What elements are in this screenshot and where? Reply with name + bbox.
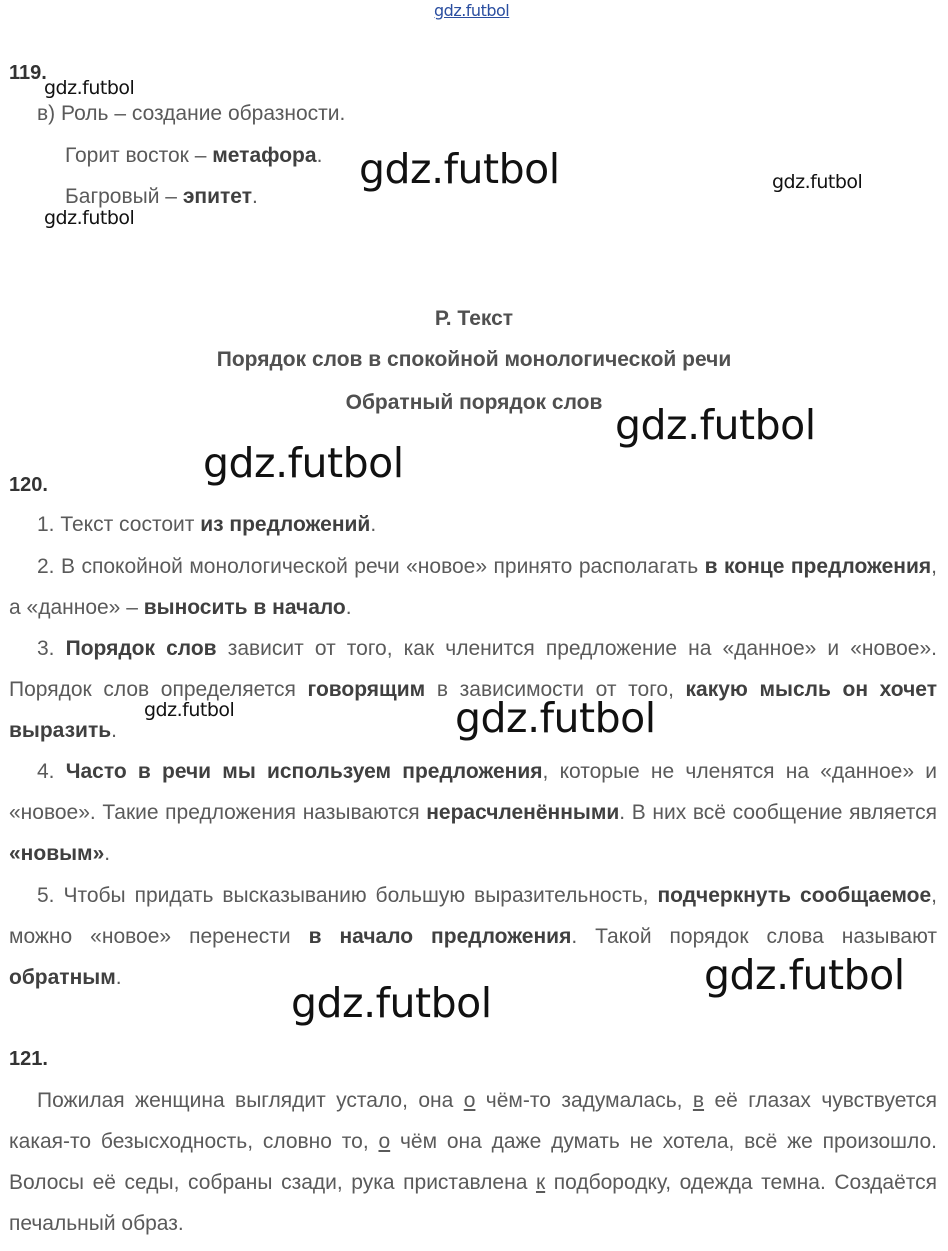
watermark-small: gdz.futbol [144,699,235,721]
ex120-p2-text-4: . [345,596,352,619]
ex119-line-3-end: . [251,185,258,208]
ex121-text-8: подбородку, одежда темна. Создаётся печальный образ. [9,1171,938,1235]
watermark-large: gdz.futbol [455,694,656,742]
section-subheading: Порядок слов в спокойной монологической речи [216,348,732,371]
ex120-p3-bold-5: какую мысль он хочет выразить [9,678,937,742]
ex120-p3-text-6: . [111,719,117,742]
watermark-small: gdz.futbol [772,171,863,193]
ex119-term-epithet: эпитет [182,185,252,208]
ex119-line-1: в) Роль – создание образности. [37,102,346,125]
ex119-line-2-text: Горит восток – [65,144,213,167]
ex121-text-4: её глазах чувствуется какая-то безысходность, словно то, [9,1089,937,1153]
ex120-p4-text-2: , которые не членятся на «данное» и «новое». Такие предложения называются [9,760,937,824]
watermark-small: gdz.futbol [44,207,135,229]
ex120-p2-text-2: , а «данное» – [9,555,937,619]
ex120-p5-text-6: . [115,966,122,989]
exercise-number-120: 120. [9,474,48,496]
ex120-p4-bold-3: нерасчленёнными [426,801,620,824]
ex121-text-2: чём-то задумалась, [475,1089,693,1112]
ex119-term-metaphor: метафора [212,144,317,167]
ex120-paragraph-1 [9,504,937,545]
ex120-p4-bold-1: Часто в речи мы используем предложения [65,760,543,783]
section-topic: Обратный порядок слов [345,391,603,414]
ex120-p3-text-4: в зависимости от того, [425,678,686,701]
watermark-top: gdz.futbol [434,1,510,20]
watermark-large: gdz.futbol [615,401,816,449]
ex121-paragraph [9,1080,937,1244]
ex120-p3-text-0: 3. [37,637,66,660]
ex120-p3-text-2: зависит от того, как членится предложение на «данное» и «новое». Порядок слов определяется [9,637,937,701]
watermark-large: gdz.futbol [359,145,560,193]
watermark-large: gdz.futbol [291,979,492,1027]
watermark-large: gdz.futbol [704,951,905,999]
ex120-p5-bold-3: в начало предложения [308,925,572,948]
ex120-p1-text-2: . [370,513,377,536]
ex121-text-0: Пожилая женщина выглядит устало, она [37,1089,464,1112]
ex120-p4-text-6: . [104,842,111,865]
ex120-p1-text-0: 1. Текст состоит [37,513,201,536]
ex120-p5-text-4: . Такой порядок слова называют [571,925,938,948]
ex120-paragraph-2 [9,546,937,628]
ex120-p3-bold-1: Порядок слов [65,637,217,660]
ex121-underlined-preposition: о [463,1089,476,1112]
ex121-underlined-preposition: о [378,1130,391,1153]
ex120-p5-bold-1: подчеркнуть сообщаемое [657,884,932,907]
section-heading: Р. Текст [434,307,514,330]
ex121-underlined-preposition: к [535,1171,546,1194]
ex120-paragraph-4 [9,751,937,874]
exercise-number-121: 121. [9,1048,48,1070]
ex120-p4-bold-5: «новым» [9,842,105,865]
watermark-small: gdz.futbol [44,77,135,99]
ex119-line-3-text: Багровый – [65,185,183,208]
ex120-p5-text-0: 5. Чтобы придать высказыванию большую выразительность, [37,884,658,907]
ex120-p2-text-0: 2. В спокойной монологической речи «новое» принято располагать [37,555,705,578]
ex120-p2-bold-3: выносить в начало [143,596,346,619]
ex119-line-2-end: . [316,144,323,167]
ex120-p5-bold-5: обратным [9,966,116,989]
ex120-p3-bold-3: говорящим [307,678,426,701]
ex120-p4-text-0: 4. [37,760,66,783]
ex120-p2-bold-1: в конце предложения [704,555,932,578]
ex121-text-6: чём она даже думать не хотела, всё же произошло. Волосы её седы, собраны сзади, рука приставлена [9,1130,938,1194]
ex121-underlined-preposition: в [692,1089,705,1112]
watermark-large: gdz.futbol [203,439,404,487]
ex120-p1-bold-1: из предложений [200,513,371,536]
exercise-number-119: 119. [9,62,47,84]
ex120-p5-text-2: , можно «новое» перенести [9,884,937,948]
ex120-p4-text-4: . В них всё сообщение является [619,801,937,824]
